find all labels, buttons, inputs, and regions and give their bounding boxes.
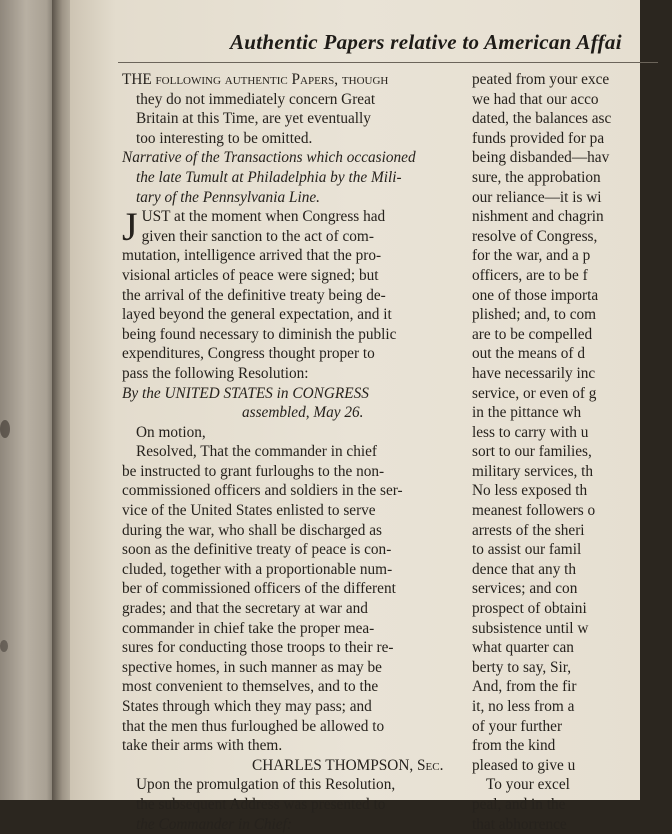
text-line: meanest followers o xyxy=(472,502,596,520)
text-line: vice of the United States enlisted to serve xyxy=(122,502,376,520)
text-line: from the kind xyxy=(472,737,556,755)
text-line: sures for conducting those troops to their re- xyxy=(122,639,394,657)
text-line: what quarter can xyxy=(472,639,574,657)
text-line: sure, the approbation xyxy=(472,168,601,186)
text-line: assembled, May 26. xyxy=(242,404,364,422)
text-line: take their arms with them. xyxy=(122,737,283,755)
ink-smudge xyxy=(0,420,10,438)
text-line: pass the following Resolution: xyxy=(122,364,309,382)
text-line: nishment and chagrin xyxy=(472,208,604,226)
text-line: soon as the definitive treaty of peace is con- xyxy=(122,541,392,559)
intro-paragraph xyxy=(122,70,467,148)
text-line: have necessarily inc xyxy=(472,364,596,382)
text-line: On motion, xyxy=(136,423,206,441)
text-line: the arrival of the definitive treaty being de- xyxy=(122,286,386,304)
text-line: the late Tumult at Philadelphia by the Mili- xyxy=(136,168,402,186)
text-line: we had that our acco xyxy=(472,90,599,108)
text-line: commissioned officers and soldiers in the ser- xyxy=(122,482,403,500)
text-line: No less exposed th xyxy=(472,482,588,500)
text-line: ber of commissioned officers of the different xyxy=(122,580,396,598)
running-title: Authentic Papers relative to American Affai xyxy=(230,30,622,54)
text-line: By the UNITED STATES in CONGRESS xyxy=(122,384,369,402)
signature: CHARLES THOMPSON, Sec. xyxy=(252,756,444,774)
text-line: of your further xyxy=(472,717,563,735)
text-line: commander in chief take the proper mea- xyxy=(122,619,375,637)
narrative-paragraph xyxy=(122,204,467,383)
text-line: spective homes, in such manner as may be xyxy=(122,658,382,676)
text-line: THE following authentic Papers, though xyxy=(122,71,389,88)
text-line: be instructed to grant furloughs to the non- xyxy=(122,462,385,480)
text-line: grades; and that the secretary at war and xyxy=(122,600,368,618)
text-line: Britain at this Time, are yet eventually xyxy=(136,110,371,128)
text-line: Narrative of the Transactions which occasioned xyxy=(122,149,416,167)
text-line: they do not immediately concern Great xyxy=(136,90,376,108)
text-line: our reliance—it is wi xyxy=(472,188,602,206)
right-column xyxy=(472,70,672,834)
text-line: And, from the fir xyxy=(472,678,577,696)
text-line: that abhorrence xyxy=(472,815,567,833)
text-line: Resolved, That the commander in chief xyxy=(136,443,377,461)
ink-smudge xyxy=(0,640,8,652)
text-line: are to be compelled xyxy=(472,325,593,343)
text-line: expenditures, Congress thought proper to xyxy=(122,345,375,363)
text-line: subsistence until w xyxy=(472,619,589,637)
text-line: military services, th xyxy=(472,462,594,480)
text-line: plished; and, to com xyxy=(472,306,597,324)
text-line: peated from your exce xyxy=(472,71,610,88)
resolution-body xyxy=(122,423,467,756)
text-line: for the war, and a p xyxy=(472,247,591,265)
text-line: prospect of obtaini xyxy=(472,600,587,618)
text-line: dated, the balances asc xyxy=(472,110,612,128)
text-line: resolve of Congress, xyxy=(472,227,598,245)
text-line: arrests of the sheri xyxy=(472,521,585,539)
text-line: out the means of d xyxy=(472,345,586,363)
text-line: that the men thus furloughed be allowed to xyxy=(122,717,385,735)
drop-cap: J xyxy=(122,204,138,250)
text-line: one of those importa xyxy=(472,286,599,304)
text-line: States through which they may pass; and xyxy=(122,698,372,715)
text-line: too interesting to be omitted. xyxy=(136,129,313,147)
header-rule xyxy=(118,62,658,63)
text-line: being found necessary to diminish the public xyxy=(122,325,397,343)
text-line: To your excel xyxy=(486,776,570,794)
text-line: visional articles of peace were signed; but xyxy=(122,266,379,284)
text-line: most convenient to themselves, and to the xyxy=(122,678,379,696)
text-line: the Commander in Chief: xyxy=(136,815,292,833)
text-line: mutation, intelligence arrived that the pro- xyxy=(122,247,382,265)
text-line: cluded, together with a proportionable num- xyxy=(122,560,393,578)
previous-page-edge xyxy=(0,0,58,800)
text-line: Upon the promulgation of this Resolution, xyxy=(136,776,396,794)
text-line: to assist our famil xyxy=(472,541,582,559)
text-line: layed beyond the general expectation, and it xyxy=(122,306,392,324)
text-line: in the pittance wh xyxy=(472,404,582,422)
narrative-title xyxy=(122,148,467,207)
text-line: dence that any th xyxy=(472,560,577,578)
text-line: funds provided for pa xyxy=(472,129,605,147)
resolution-heading xyxy=(122,384,467,423)
text-line: services; and con xyxy=(472,580,578,598)
text-line: being disbanded—hav xyxy=(472,149,610,167)
text-line: tary of the Pennsylvania Line. xyxy=(136,188,320,206)
closing-paragraph xyxy=(122,775,467,834)
text-line: given their sanction to the act of com- xyxy=(141,227,374,245)
text-line: officers, are to be f xyxy=(472,266,588,284)
text-line: the subsequent Address was presented to xyxy=(136,795,386,813)
text-line: service, or even of g xyxy=(472,384,597,402)
text-line: during the war, who shall be discharged as xyxy=(122,521,382,539)
text-line: UST at the moment when Congress had xyxy=(141,208,386,226)
text-line: less to carry with u xyxy=(472,423,589,441)
left-column xyxy=(122,70,467,834)
text-line: it, no less from a xyxy=(472,698,575,715)
text-line: pleased to give u xyxy=(472,756,576,774)
newspaper-page xyxy=(70,0,640,833)
text-line: sort to our families, xyxy=(472,443,592,461)
text-line: peal, and in the xyxy=(472,795,566,813)
text-line: berty to say, Sir, xyxy=(472,658,572,676)
